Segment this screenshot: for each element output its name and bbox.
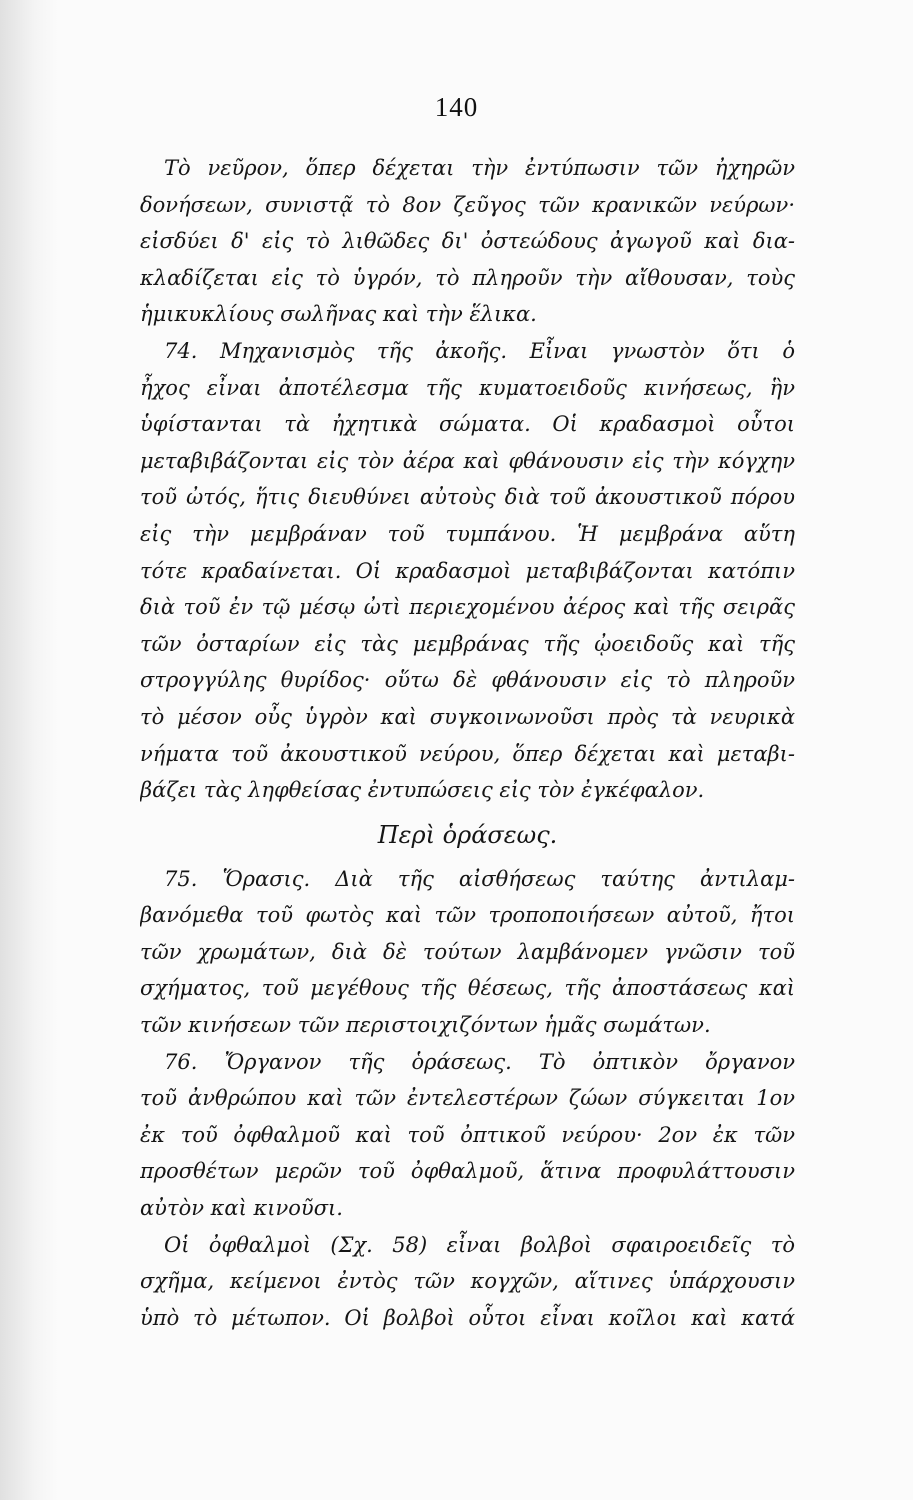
text-line: τοῦ ὠτός, ἥτις διευθύνει αὐτοὺς διὰ τοῦ ἀκουστικοῦ πόρου	[140, 485, 795, 510]
text-line: Τὸ νεῦρον, ὅπερ δέχεται τὴν ἐντύπωσιν τῶν ἠχηρῶν	[164, 156, 795, 180]
text-line: τῶν χρωμάτων, διὰ δὲ τούτων λαμβάνομεν γνῶσιν τοῦ	[140, 939, 795, 964]
text-line: σχῆμα, κείμενοι ἐντὸς τῶν κογχῶν, αἵτινες ὑπάρχουσιν	[140, 1269, 795, 1294]
section-76-line: 76. Ὄργανον τῆς ὁράσεως. Τὸ ὀπτικὸν ὄργανον	[164, 1049, 795, 1074]
page-number: 140	[434, 92, 479, 122]
text-line: Οἱ ὀφθαλμοὶ (Σχ. 58) εἶναι βολβοὶ σφαιροειδεῖς τὸ	[164, 1232, 795, 1257]
text-line: τότε κραδαίνεται. Οἱ κραδασμοὶ μεταβιβάζονται κατόπιν	[140, 558, 795, 583]
text-line: ἡμικυκλίους σωλῆνας καὶ τὴν ἕλικα.	[140, 302, 537, 327]
text-line: δονήσεων, συνιστᾷ τὸ 8ον ζεῦγος τῶν κρανικῶν νεύρων·	[140, 192, 795, 217]
text-line: προσθέτων μερῶν τοῦ ὀφθαλμοῦ, ἅτινα προφυλάττουσιν	[140, 1159, 795, 1184]
text-line: βανόμεθα τοῦ φωτὸς καὶ τῶν τροποποιήσεων αὐτοῦ, ἤτοι	[140, 903, 795, 928]
text-line: βάζει τὰς ληφθείσας ἐντυπώσεις εἰς τὸν ἐγκέφαλον.	[140, 778, 705, 803]
text-line: ἐκ τοῦ ὀφθαλμοῦ καὶ τοῦ ὀπτικοῦ νεύρου· 2ον ἐκ τῶν	[140, 1122, 795, 1147]
text-line: εἰσδύει δ' εἰς τὸ λιθῶδες δι' ὀστεώδους ἀγωγοῦ καὶ δια-	[140, 229, 795, 254]
text-line: τῶν κινήσεων τῶν περιστοιχιζόντων ἡμᾶς σωμάτων.	[140, 1013, 711, 1038]
text-line: τὸ μέσον οὖς ὑγρὸν καὶ συγκοινωνοῦσι πρὸς τὰ νευρικὰ	[140, 704, 795, 729]
text-line: στρογγύλης θυρίδος· οὕτω δὲ φθάνουσιν εἰς τὸ πληροῦν	[140, 668, 795, 693]
section-75-line: 75. Ὅρασις. Διὰ τῆς αἰσθήσεως ταύτης ἀντιλαμ-	[164, 866, 795, 891]
text-line: αὐτὸν καὶ κινοῦσι.	[140, 1196, 343, 1221]
text-line: ὑπὸ τὸ μέτωπον. Οἱ βολβοὶ οὗτοι εἶναι κοῖλοι καὶ κατά	[140, 1305, 795, 1330]
section-heading: Περὶ ὁράσεως.	[377, 820, 558, 849]
body-text	[140, 150, 795, 1336]
text-line: ἦχος εἶναι ἀποτέλεσμα τῆς κυματοειδοῦς κινήσεως, ἣν	[140, 375, 795, 400]
text-line: διὰ τοῦ ἐν τῷ μέσῳ ὠτὶ περιεχομένου ἀέρος καὶ τῆς σειρᾶς	[140, 595, 795, 620]
text-line: μεταβιβάζονται εἰς τὸν ἀέρα καὶ φθάνουσιν εἰς τὴν κόγχην	[140, 448, 795, 473]
text-line: σχήματος, τοῦ μεγέθους τῆς θέσεως, τῆς ἀποστάσεως καὶ	[140, 976, 795, 1001]
text-line: κλαδίζεται εἰς τὸ ὑγρόν, τὸ πληροῦν τὴν αἴθουσαν, τοὺς	[140, 265, 795, 290]
text-line: εἰς τὴν μεμβράναν τοῦ τυμπάνου. Ἡ μεμβράνα αὕτη	[140, 521, 795, 546]
text-line: τοῦ ἀνθρώπου καὶ τῶν ἐντελεστέρων ζώων σύγκειται 1ον	[140, 1086, 795, 1111]
text-line: τῶν ὀσταρίων εἰς τὰς μεμβράνας τῆς ᾠοειδοῦς καὶ τῆς	[140, 631, 795, 656]
text-line: ὑφίστανται τὰ ἠχητικὰ σώματα. Οἱ κραδασμοὶ οὗτοι	[140, 412, 795, 437]
section-74-line: 74. Μηχανισμὸς τῆς ἀκοῆς. Εἶναι γνωστὸν ὅτι ὁ	[164, 338, 795, 363]
page-gutter-shadow	[0, 0, 58, 1500]
text-line: νήματα τοῦ ἀκουστικοῦ νεύρου, ὅπερ δέχεται καὶ μεταβι-	[140, 741, 795, 766]
